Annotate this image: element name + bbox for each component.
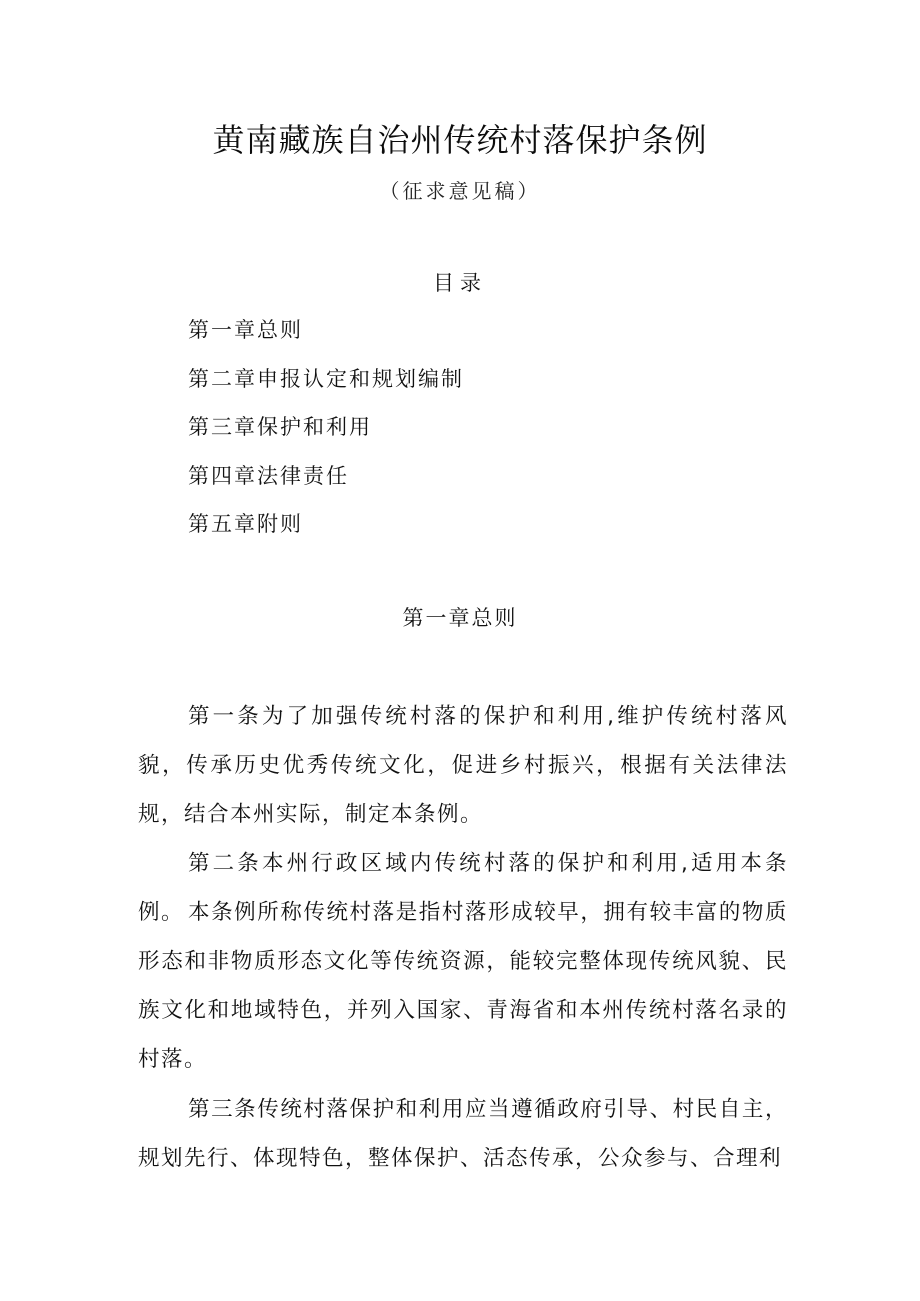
- document-subtitle: （征求意见稿）: [379, 179, 541, 203]
- article-2-definition-paragraph: 本条例所称传统村落是指村落形成较早，拥有较丰富的物质形态和非物质形态文化等传统资源，能较完整体现传统风貌、民族文化和地域特色，并列入国家、青海省和本州传统村落名录的村落。: [138, 900, 788, 1072]
- document-title: 黄南藏族自治州传统村落保护条例: [212, 121, 708, 159]
- toc-item-chapter-5: 第五章附则: [188, 512, 303, 536]
- article-2-paragraph: 第二条本州行政区域内传统村落的保护和利用,适用本条例。: [138, 851, 788, 925]
- article-3-paragraph: 第三条传统村落保护和利用应当遵循政府引导、村民自主，规划先行、体现特色，整体保护、活态传承，公众参与、合理利: [138, 1097, 788, 1171]
- chapter-1-heading: 第一章总则: [402, 606, 518, 630]
- toc-item-chapter-1: 第一章总则: [188, 318, 303, 342]
- toc-heading: 目录: [433, 271, 487, 295]
- article-1-paragraph: 第一条为了加强传统村落的保护和利用,维护传统村落风貌，传承历史优秀传统文化，促进乡村振兴，根据有关法律法规，结合本州实际，制定本条例。: [138, 704, 788, 827]
- toc-item-chapter-3: 第三章保护和利用: [188, 415, 372, 439]
- toc-item-chapter-4: 第四章法律责任: [188, 463, 349, 488]
- table-of-contents: [188, 314, 464, 557]
- toc-item-chapter-2: 第二章申报认定和规划编制: [188, 366, 464, 391]
